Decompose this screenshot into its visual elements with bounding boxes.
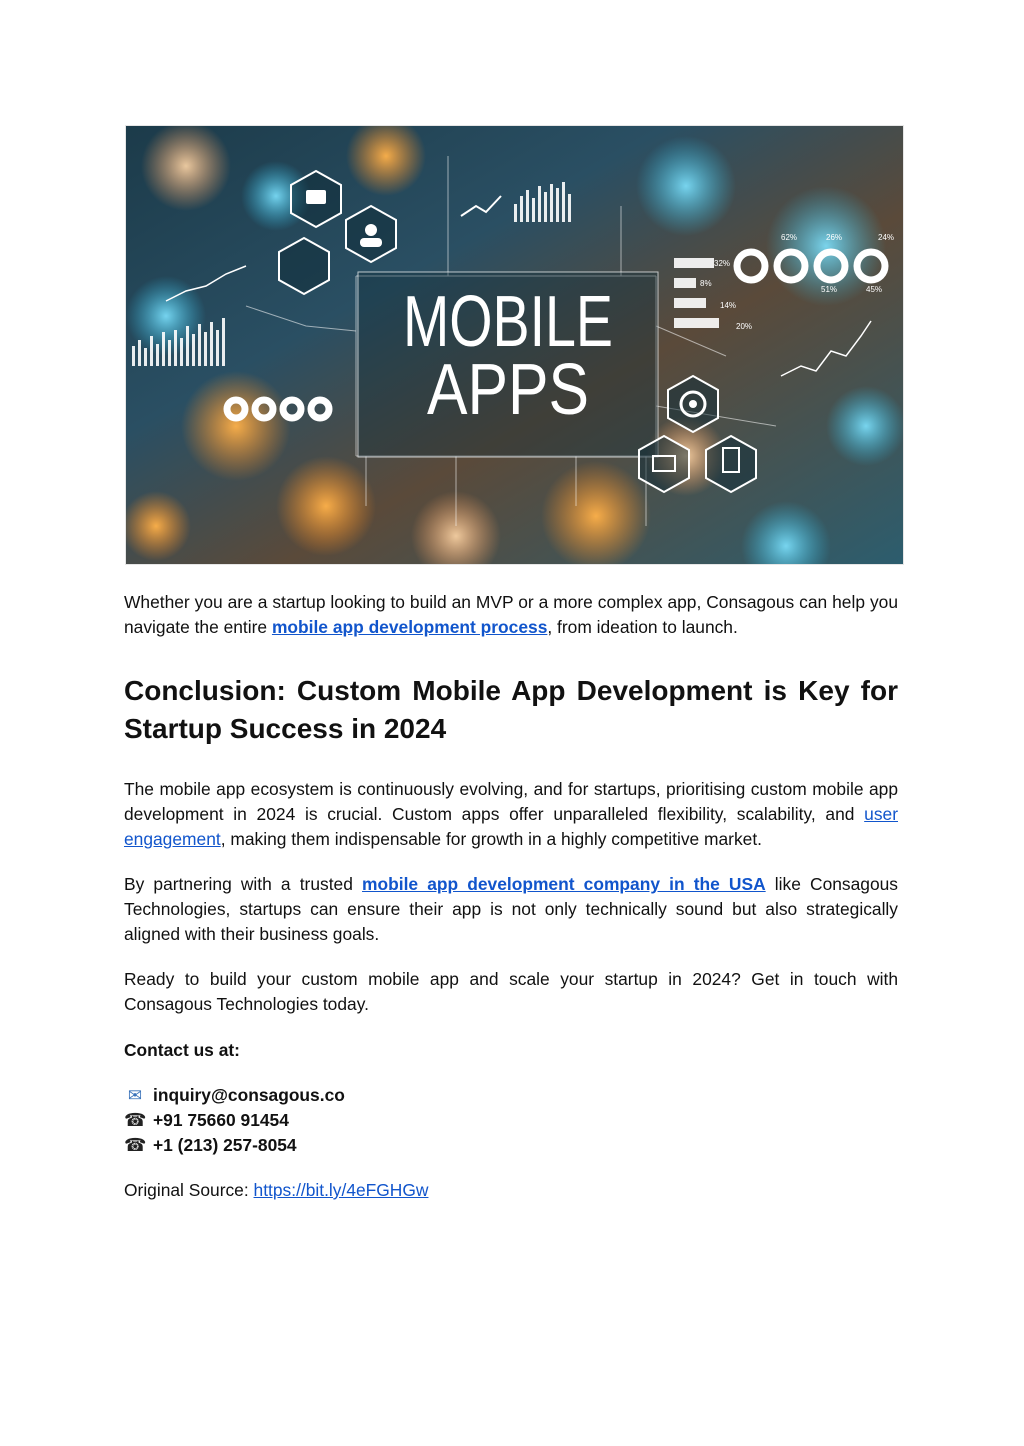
para1-text-before: The mobile app ecosystem is continuously evolving, and for startups, prioritising custom mobile app development in 2024 is crucial. Custom apps offer unparalleled flexibility, scalability, and xyxy=(124,779,898,824)
mobile-app-development-company-link[interactable]: mobile app development company in the USA xyxy=(362,874,766,894)
contact-phone-row xyxy=(124,1133,898,1158)
hero-pct-label: 14% xyxy=(720,301,737,310)
phone-icon: ☎ xyxy=(124,1135,147,1155)
source-link[interactable]: https://bit.ly/4eFGHGw xyxy=(253,1180,429,1200)
contact-phone-usa: +1 (213) 257-8054 xyxy=(153,1135,297,1155)
para2-text-before: By partnering with a trusted xyxy=(124,874,363,894)
mobile-app-development-process-link[interactable]: mobile app development process xyxy=(271,617,548,637)
paragraph-partnering xyxy=(124,872,898,947)
contact-list xyxy=(124,1083,898,1158)
contact-email: inquiry@consagous.co xyxy=(153,1085,345,1105)
hero-pct-label: 8% xyxy=(700,279,712,288)
hero-pct-label: 45% xyxy=(866,285,883,294)
intro-text-after: , from ideation to launch. xyxy=(547,617,738,637)
email-icon: ✉ xyxy=(127,1086,143,1105)
hero-headline-line1: MOBILE xyxy=(403,282,613,362)
hero-pct-label: 20% xyxy=(736,322,753,331)
section-heading: Conclusion: Custom Mobile App Development is Key for Startup Success in 2024 xyxy=(124,675,898,744)
article-body xyxy=(124,590,898,1203)
hero-illustration xyxy=(126,126,903,564)
hero-headline-line2: APPS xyxy=(427,350,589,430)
intro-text-before: Whether you are a startup looking to build an MVP or a more complex app, Consagous can help you navigate the entire xyxy=(124,592,898,637)
hero-image-mobile-apps xyxy=(125,125,904,565)
hero-pct-label: 51% xyxy=(821,285,838,294)
original-source xyxy=(124,1178,898,1203)
para2-text-after: like Consagous Technologies, startups can ensure their app is not only technically sound but also strategically aligned with their business goals. xyxy=(124,874,898,944)
user-engagement-link[interactable]: user engagement xyxy=(124,804,898,849)
phone-icon: ☎ xyxy=(124,1110,147,1130)
source-label: Original Source: xyxy=(124,1180,254,1200)
contact-phone-row xyxy=(124,1108,898,1133)
hero-pct-label: 26% xyxy=(826,233,843,242)
para1-text-after: , making them indispensable for growth in a highly competitive market. xyxy=(220,829,763,849)
intro-paragraph xyxy=(124,590,898,640)
paragraph-cta: Ready to build your custom mobile app and scale your startup in 2024? Get in touch with Consagous Technologies today. xyxy=(124,969,898,1014)
contact-email-row xyxy=(124,1083,898,1108)
hero-pct-label: 32% xyxy=(714,259,731,268)
hero-pct-label: 24% xyxy=(878,233,895,242)
contact-label: Contact us at: xyxy=(124,1040,240,1060)
contact-phone-india: +91 75660 91454 xyxy=(153,1110,289,1130)
paragraph-ecosystem xyxy=(124,777,898,852)
hero-pct-label: 62% xyxy=(781,233,798,242)
